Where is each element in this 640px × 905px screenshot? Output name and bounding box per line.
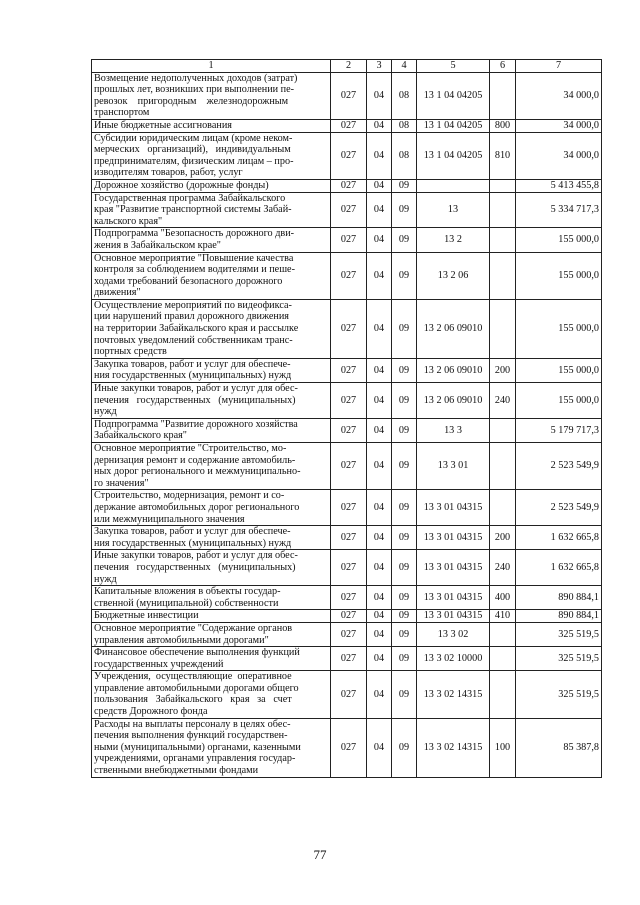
target-article-cell: 13 2 06 09010 (417, 383, 490, 419)
target-article-cell: 13 2 06 09010 (417, 358, 490, 382)
amount-cell: 155 000,0 (516, 252, 602, 299)
section-cell: 04 (367, 228, 392, 252)
row-name-cell: Государственная программа Забайкальского края "Развитие транспортной системы Забай- кальского края" (92, 192, 331, 228)
expense-type-cell: 100 (490, 718, 516, 777)
subsection-cell: 09 (392, 179, 417, 192)
admin-code-cell: 027 (331, 72, 367, 119)
amount-cell: 890 884,1 (516, 586, 602, 610)
amount-cell: 85 387,8 (516, 718, 602, 777)
row-name-cell: Основное мероприятие "Строительство, мо- дернизация ремонт и содержание автомобиль- ных дорог регионального и межмуниципально- го значения" (92, 443, 331, 490)
amount-cell: 2 523 549,9 (516, 490, 602, 526)
amount-cell: 155 000,0 (516, 358, 602, 382)
amount-cell: 34 000,0 (516, 132, 602, 179)
section-cell: 04 (367, 179, 392, 192)
amount-cell: 2 523 549,9 (516, 443, 602, 490)
table-row (92, 358, 602, 382)
expense-type-cell (490, 443, 516, 490)
subsection-cell: 09 (392, 647, 417, 671)
row-name-cell: Иные закупки товаров, работ и услуг для обес- печения государственных (муниципальных) нужд (92, 383, 331, 419)
expense-type-cell (490, 252, 516, 299)
expense-type-cell: 800 (490, 119, 516, 132)
admin-code-cell: 027 (331, 179, 367, 192)
amount-cell: 155 000,0 (516, 383, 602, 419)
admin-code-cell: 027 (331, 228, 367, 252)
header-cell: 7 (516, 60, 602, 73)
header-cell: 4 (392, 60, 417, 73)
admin-code-cell: 027 (331, 526, 367, 550)
amount-cell: 5 334 717,3 (516, 192, 602, 228)
section-cell: 04 (367, 72, 392, 119)
table-row (92, 192, 602, 228)
section-cell: 04 (367, 119, 392, 132)
amount-cell: 155 000,0 (516, 228, 602, 252)
admin-code-cell: 027 (331, 132, 367, 179)
target-article-cell: 13 3 01 04315 (417, 490, 490, 526)
table-row (92, 610, 602, 623)
amount-cell: 890 884,1 (516, 610, 602, 623)
target-article-cell: 13 1 04 04205 (417, 72, 490, 119)
amount-cell: 1 632 665,8 (516, 550, 602, 586)
expense-type-cell (490, 72, 516, 119)
expense-type-cell (490, 299, 516, 358)
subsection-cell: 09 (392, 718, 417, 777)
expense-type-cell (490, 622, 516, 646)
row-name-cell: Подпрограмма "Безопасность дорожного дви- жения в Забайкальском крае" (92, 228, 331, 252)
subsection-cell: 09 (392, 383, 417, 419)
admin-code-cell: 027 (331, 443, 367, 490)
budget-table (91, 59, 602, 778)
expense-type-cell (490, 647, 516, 671)
section-cell: 04 (367, 418, 392, 442)
row-name-cell: Подпрограмма "Развитие дорожного хозяйства Забайкальского края" (92, 418, 331, 442)
section-cell: 04 (367, 526, 392, 550)
section-cell: 04 (367, 252, 392, 299)
target-article-cell (417, 179, 490, 192)
expense-type-cell: 410 (490, 610, 516, 623)
expense-type-cell (490, 418, 516, 442)
subsection-cell: 09 (392, 252, 417, 299)
subsection-cell: 09 (392, 418, 417, 442)
target-article-cell: 13 3 01 04315 (417, 610, 490, 623)
row-name-cell: Учреждения, осуществляющие оперативное управление автомобильными дорогами общего пользования Забайкальского края за счет средств Дорожного фонда (92, 671, 331, 718)
section-cell: 04 (367, 622, 392, 646)
section-cell: 04 (367, 671, 392, 718)
subsection-cell: 08 (392, 132, 417, 179)
header-cell: 3 (367, 60, 392, 73)
row-name-cell: Строительство, модернизация, ремонт и со- держание автомобильных дорог регионального или межмуниципального значения (92, 490, 331, 526)
table-row (92, 622, 602, 646)
table-row (92, 179, 602, 192)
admin-code-cell: 027 (331, 192, 367, 228)
admin-code-cell: 027 (331, 358, 367, 382)
table-row (92, 119, 602, 132)
row-name-cell: Основное мероприятие "Содержание органов управления автомобильными дорогами" (92, 622, 331, 646)
target-article-cell: 13 3 02 14315 (417, 671, 490, 718)
section-cell: 04 (367, 490, 392, 526)
subsection-cell: 09 (392, 622, 417, 646)
section-cell: 04 (367, 718, 392, 777)
subsection-cell: 09 (392, 490, 417, 526)
header-cell: 1 (92, 60, 331, 73)
row-name-cell: Финансовое обеспечение выполнения функций государственных учреждений (92, 647, 331, 671)
subsection-cell: 09 (392, 526, 417, 550)
row-name-cell: Закупка товаров, работ и услуг для обеспече- ния государственных (муниципальных) нужд (92, 358, 331, 382)
expense-type-cell (490, 490, 516, 526)
page-number: 77 (313, 847, 327, 862)
target-article-cell: 13 3 (417, 418, 490, 442)
section-cell: 04 (367, 299, 392, 358)
row-name-cell: Иные бюджетные ассигнования (92, 119, 331, 132)
target-article-cell: 13 2 06 09010 (417, 299, 490, 358)
expense-type-cell: 240 (490, 550, 516, 586)
target-article-cell: 13 3 01 04315 (417, 550, 490, 586)
subsection-cell: 09 (392, 671, 417, 718)
target-article-cell: 13 (417, 192, 490, 228)
expense-type-cell (490, 179, 516, 192)
budget-table-page (91, 59, 601, 778)
expense-type-cell: 400 (490, 586, 516, 610)
row-name-cell: Субсидии юридическим лицам (кроме неком- мерческих организаций), индивидуальным предпринимателям, физическим лицам – про- изводителям товаров, работ, услуг (92, 132, 331, 179)
table-row (92, 299, 602, 358)
row-name-cell: Возмещение недополученных доходов (затрат) прошлых лет, возникших при выполнении пе- ревозок пригородным железнодорожным транспортом (92, 72, 331, 119)
section-cell: 04 (367, 192, 392, 228)
admin-code-cell: 027 (331, 610, 367, 623)
row-name-cell: Закупка товаров, работ и услуг для обеспече- ния государственных (муниципальных) нужд (92, 526, 331, 550)
table-row (92, 72, 602, 119)
section-cell: 04 (367, 647, 392, 671)
section-cell: 04 (367, 358, 392, 382)
row-name-cell: Дорожное хозяйство (дорожные фонды) (92, 179, 331, 192)
table-row (92, 550, 602, 586)
amount-cell: 1 632 665,8 (516, 526, 602, 550)
subsection-cell: 09 (392, 358, 417, 382)
row-name-cell: Бюджетные инвестиции (92, 610, 331, 623)
subsection-cell: 09 (392, 586, 417, 610)
header-row (92, 60, 602, 73)
target-article-cell: 13 3 02 (417, 622, 490, 646)
admin-code-cell: 027 (331, 383, 367, 419)
table-row (92, 671, 602, 718)
target-article-cell: 13 3 01 04315 (417, 526, 490, 550)
row-name-cell: Иные закупки товаров, работ и услуг для обес- печения государственных (муниципальных) нужд (92, 550, 331, 586)
section-cell: 04 (367, 586, 392, 610)
section-cell: 04 (367, 383, 392, 419)
table-row (92, 526, 602, 550)
table-row (92, 383, 602, 419)
expense-type-cell (490, 671, 516, 718)
row-name-cell: Осуществление мероприятий по видеофикса- ции нарушений правил дорожного движения на территории Забайкальского края и рассылке почтовых уведомлений собственникам транс- портных средств (92, 299, 331, 358)
admin-code-cell: 027 (331, 671, 367, 718)
expense-type-cell: 200 (490, 358, 516, 382)
subsection-cell: 08 (392, 119, 417, 132)
target-article-cell: 13 2 (417, 228, 490, 252)
expense-type-cell: 200 (490, 526, 516, 550)
expense-type-cell: 240 (490, 383, 516, 419)
header-cell: 2 (331, 60, 367, 73)
target-article-cell: 13 3 02 10000 (417, 647, 490, 671)
table-row (92, 132, 602, 179)
table-body (92, 72, 602, 777)
section-cell: 04 (367, 132, 392, 179)
admin-code-cell: 027 (331, 119, 367, 132)
subsection-cell: 09 (392, 228, 417, 252)
expense-type-cell (490, 192, 516, 228)
amount-cell: 325 519,5 (516, 622, 602, 646)
admin-code-cell: 027 (331, 586, 367, 610)
admin-code-cell: 027 (331, 490, 367, 526)
target-article-cell: 13 3 02 14315 (417, 718, 490, 777)
amount-cell: 34 000,0 (516, 72, 602, 119)
admin-code-cell: 027 (331, 418, 367, 442)
section-cell: 04 (367, 610, 392, 623)
amount-cell: 34 000,0 (516, 119, 602, 132)
target-article-cell: 13 2 06 (417, 252, 490, 299)
section-cell: 04 (367, 443, 392, 490)
table-row (92, 490, 602, 526)
header-cell: 5 (417, 60, 490, 73)
subsection-cell: 08 (392, 72, 417, 119)
amount-cell: 5 179 717,3 (516, 418, 602, 442)
table-row (92, 418, 602, 442)
table-header (92, 60, 602, 73)
table-row (92, 647, 602, 671)
header-cell: 6 (490, 60, 516, 73)
amount-cell: 325 519,5 (516, 671, 602, 718)
expense-type-cell (490, 228, 516, 252)
row-name-cell: Расходы на выплаты персоналу в целях обес- печения выполнения функций государствен- ными (муниципальными) органами, казенными учреждениями, органами управления государ- ственными внебюджетными фондами (92, 718, 331, 777)
table-row (92, 586, 602, 610)
target-article-cell: 13 3 01 04315 (417, 586, 490, 610)
amount-cell: 155 000,0 (516, 299, 602, 358)
amount-cell: 325 519,5 (516, 647, 602, 671)
admin-code-cell: 027 (331, 647, 367, 671)
table-row (92, 252, 602, 299)
table-row (92, 718, 602, 777)
row-name-cell: Капитальные вложения в объекты государ- ственной (муниципальной) собственности (92, 586, 331, 610)
row-name-cell: Основное мероприятие "Повышение качества контроля за соблюдением водителями и пеше- ходами требований безопасного дорожного движения" (92, 252, 331, 299)
subsection-cell: 09 (392, 443, 417, 490)
target-article-cell: 13 1 04 04205 (417, 119, 490, 132)
amount-cell: 5 413 455,8 (516, 179, 602, 192)
admin-code-cell: 027 (331, 550, 367, 586)
subsection-cell: 09 (392, 299, 417, 358)
table-row (92, 443, 602, 490)
target-article-cell: 13 1 04 04205 (417, 132, 490, 179)
admin-code-cell: 027 (331, 299, 367, 358)
expense-type-cell: 810 (490, 132, 516, 179)
subsection-cell: 09 (392, 610, 417, 623)
subsection-cell: 09 (392, 550, 417, 586)
target-article-cell: 13 3 01 (417, 443, 490, 490)
admin-code-cell: 027 (331, 718, 367, 777)
section-cell: 04 (367, 550, 392, 586)
admin-code-cell: 027 (331, 252, 367, 299)
admin-code-cell: 027 (331, 622, 367, 646)
subsection-cell: 09 (392, 192, 417, 228)
table-row (92, 228, 602, 252)
